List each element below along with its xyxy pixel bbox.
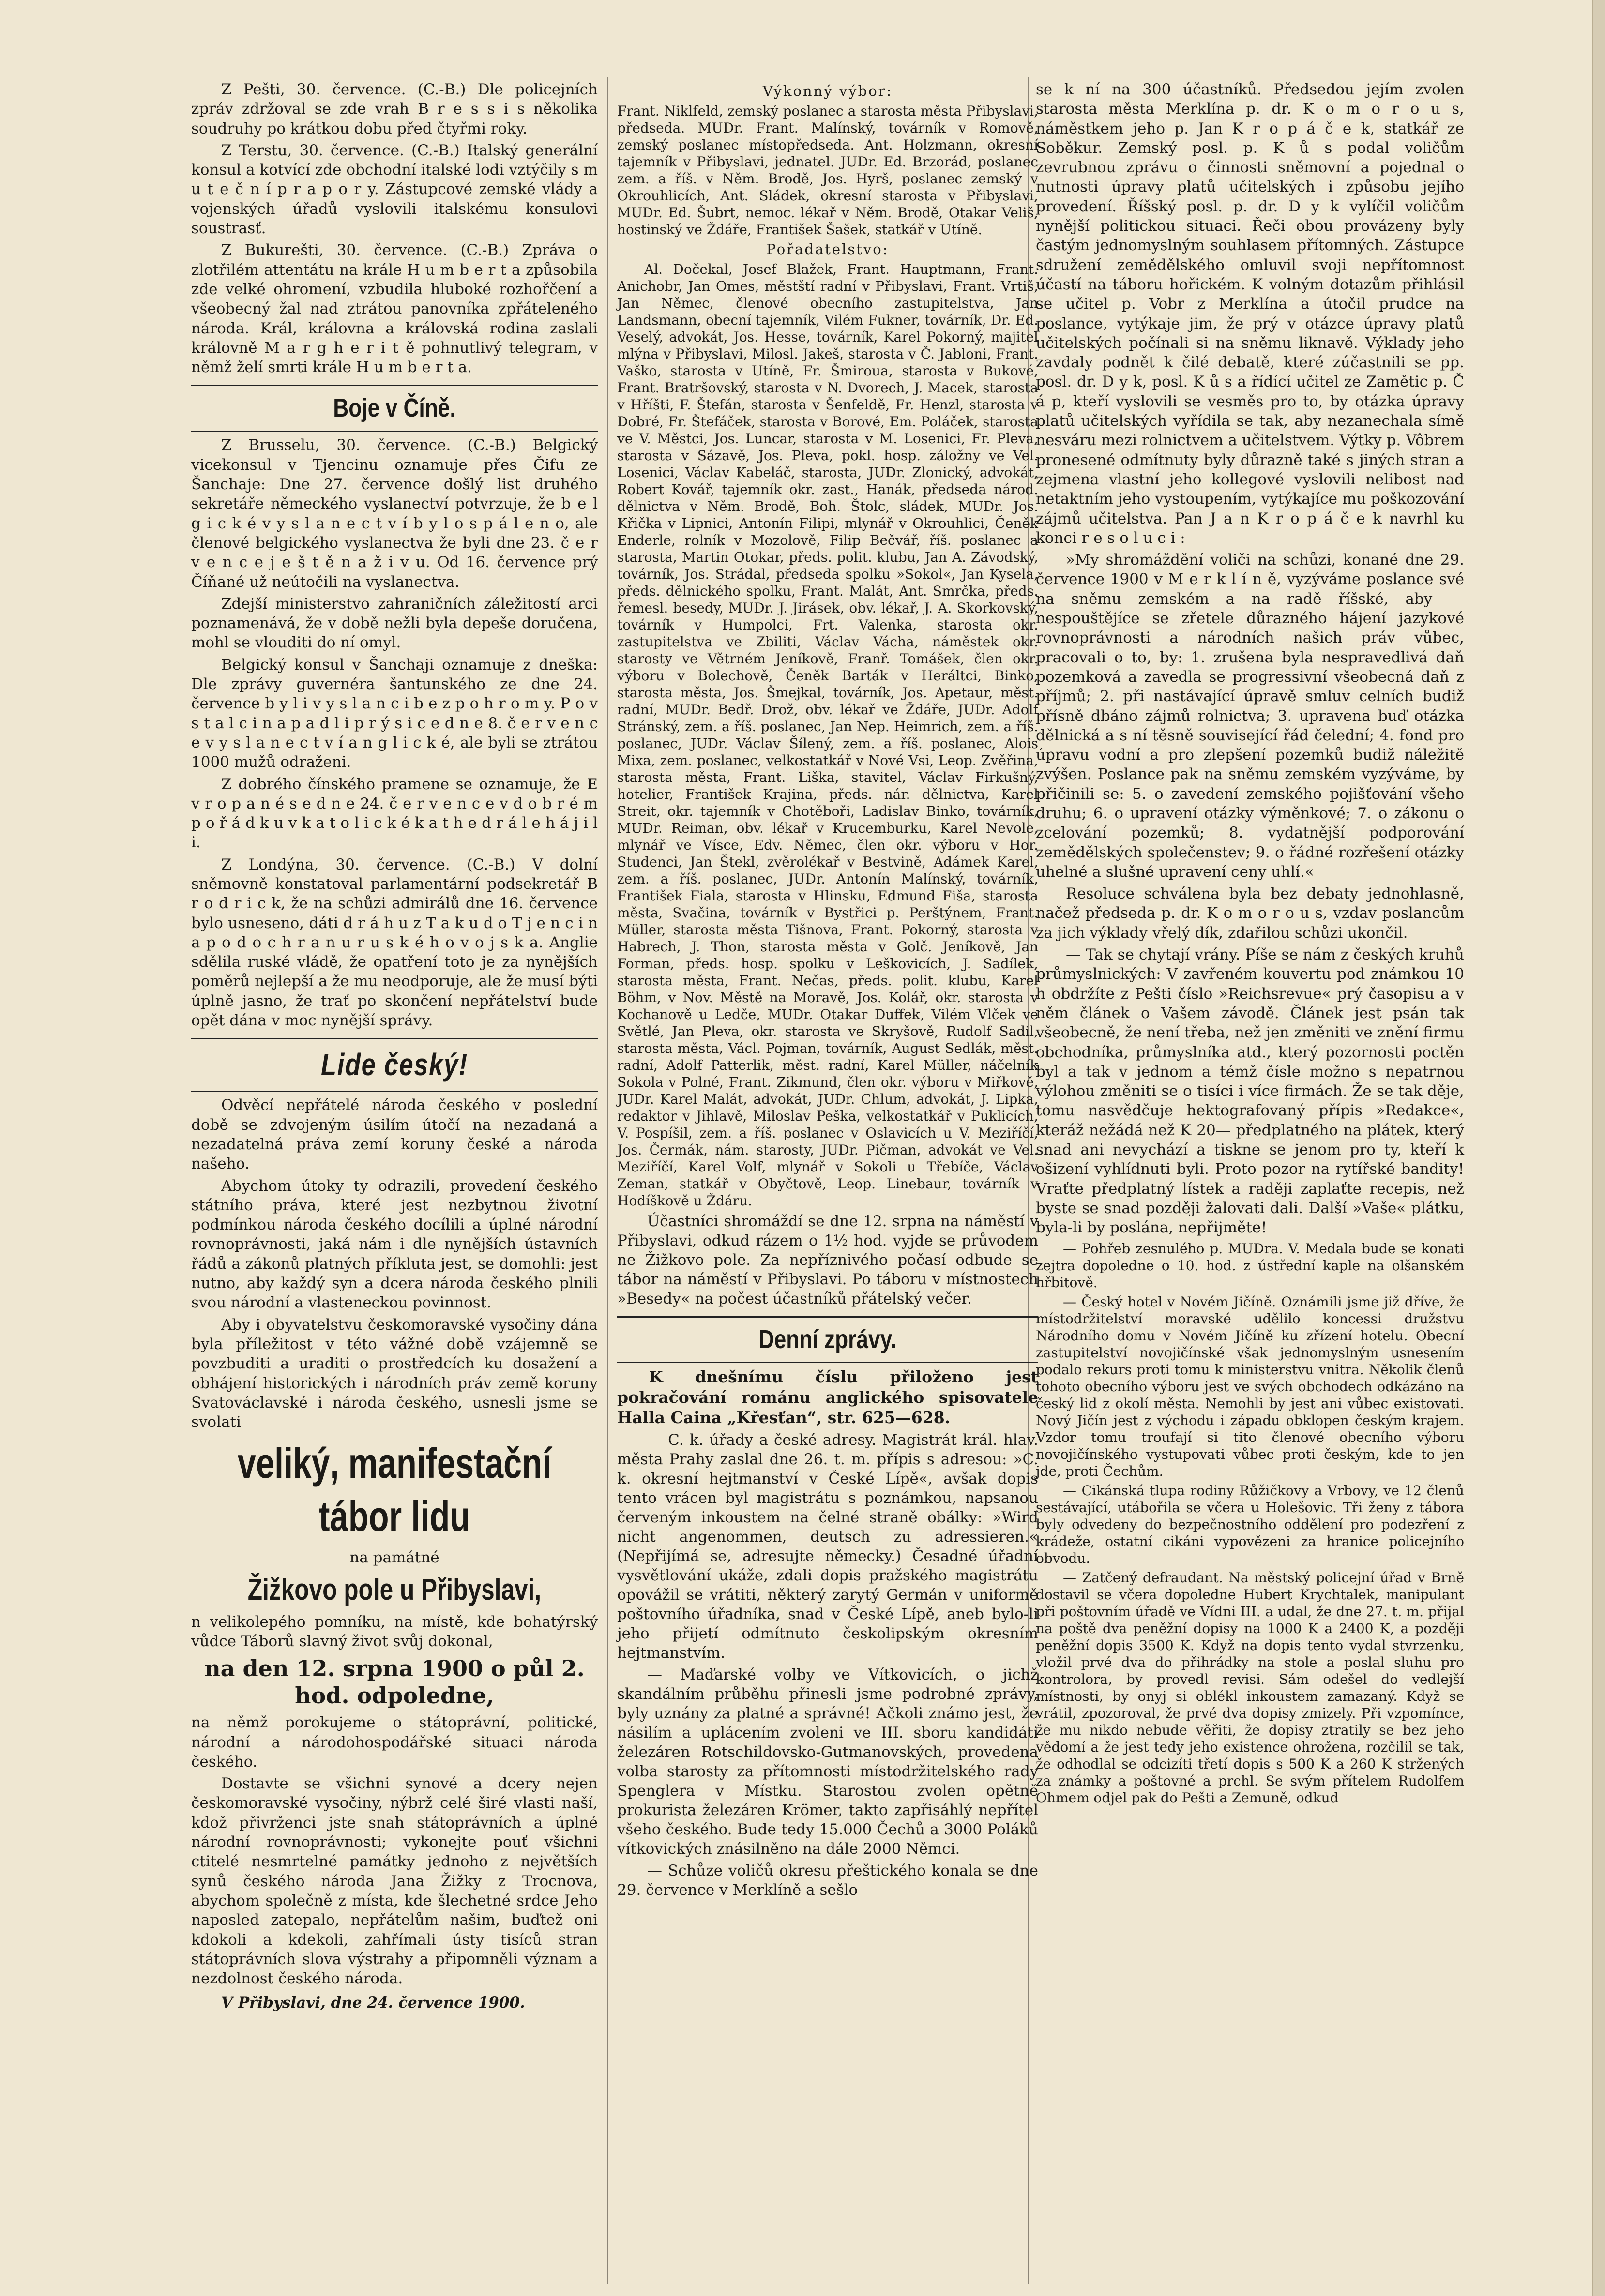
column-divider xyxy=(607,77,608,2284)
proclamation-paragraph: Aby i obyvatelstvu českomoravské vysočiny dána byla příležitost v této vážné době vzájemně se povzbuditi a uraditi o prostředcích ku dosažení a obhájení historických i národních práv země koruny Svatováclavské i národa českého, usnesli jsme se svolati xyxy=(191,1316,598,1431)
heading-denni-zpravy: Denní zprávy. xyxy=(758,1325,897,1354)
news-item: — Tak se chytají vrány. Píše se nám z českých kruhů průmyslnických: V zavřeném kouvertu pod známkou 10 h obdržíte z Pešti číslo »Reichsrevue« prý časopisu a v něm článek o Vašem závodě. Článek jest psán tak všeobecně, že není třeba, než jen změniti ve znění firmu obchodníka, průmyslníka atd., který pozornosti poctěn byl a tak v jednom a témž čísle možno s nepatrnou výlohou změniti se o tisíci i více firmách. Že se tak děje, tomu nasvědčuje hektografovaný přípis »Redakce«, kteráž nežádá než K 20— předplatného na plátek, který snad ani nevychází a tiskne se jenom pro ty, kteří k ošizení vyhlídnuti byli. Proto pozor na rytířské bandity! Vraťte předplatný lístek a raději zaplaťte recepis, než byste se snad později žalovati dali. Další »Vaše« plátku, byla-li by poslána, nepřijměte! xyxy=(1036,946,1464,1237)
heading-lide-cesky: Lide český! xyxy=(321,1047,468,1082)
news-item: — Zatčený defraudant. Na městský policejní úřad v Brně dostavil se včera dopoledne Hubert Krychtalek, manipulant při poštovním úřadě ve Vídni III. a udal, že dne 27. t. m. přijal na poště dva peněžní dopisy na 1000 K a 2400 K, a později peněžní dopis 3500 K. Když na dopis tento vydal stvrzenku, vložil prvé dva do přihrádky na stole a poslal sluhu pro kontrolora, by provedl revisi. Sám odešel do vedlejší místnosti, by onyj si oblékl inkoustem zamazaný. Když se vrátil, zpozoroval, že prvé dva dopisy zmizely. Při vzpomínce, že mu nikdo nebude věřiti, že dopisy ztratily se bez jeho vědomí a že jest tedy jeho existence ohrožena, rozčilil se tak, že odhodlal se odcizíti třetí dopis s 500 K a 260 K stržených za známky a poštovné a prchl. Se svým přítelem Rudolfem Ohmem odjel pak do Pešti a Zemuně, odkud xyxy=(1036,1569,1464,1806)
article-terst: Z Terstu, 30. července. (C.-B.) Italský generální konsul a kotvící zde obchodní italské lodi vztýčily s m u t e č n í p r a p o r y. Zástupcové zemské vlády a vojenských úřadů vyslovili italskému konsulovi soustrasť. xyxy=(191,141,598,238)
column-1 xyxy=(191,80,598,2015)
organizers-list: Al. Dočekal, Josef Blažek, Frant. Hauptmann, Frant. Anichobr, Jan Omes, městští radní v Přibyslavi, Frant. Vrtiš, Jan Němec, členové obecního zastupitelstva, Jan Landsmann, obecní tajemník, Vilém Fukner, továrník, Dr. Ed. Veselý, advokát, Jos. Hesse, továrník, Karel Pokorný, majitel mlýna v Přibyslavi, Milosl. Jakeš, starosta v Č. Jabloni, Frant. Vaško, starosta v Utíně, Fr. Šmiroua, starosta v Bukové, Frant. Bratršovský, starosta v N. Dvorech, J. Macek, starosta v Hříšti, F. Štefán, starosta v Šenfeldě, Fr. Henzl, starosta v Dobré, Fr. Štefáček, starosta v Borové, Em. Poláček, starosta ve V. Městci, Jos. Luncar, starosta v M. Losenici, Fr. Pleva, starosta v Sázavě, Jos. Pleva, pokl. hosp. záložny ve Vel. Losenici, Václav Kabeláč, starosta, JUDr. Zlonický, advokát, Robert Kovář, tajemník okr. zast., Hanák, předseda národ. dělnictva v Něm. Brodě, Boh. Štolc, sládek, MUDr. Jos. Křička v Lipnici, Antonín Filipi, mlynář v Okrouhlici, Čeněk Enderle, rolník v Mozolově, Filip Bečvář, říš. poslanec a starosta, Martin Otokar, předs. polit. klubu, Jan A. Závodský, továrník, Jos. Strádal, předseda spolku »Sokol«, Jan Kysela, předs. dělnického spolku, Frant. Malát, Ant. Smrčka, předs. řemesl. besedy, MUDr. J. Jirásek, obv. lékař, J. A. Skorkovský, továrník v Humpolci, Frt. Valenka, starosta okr. zastupitelstva ve Zbiliti, Václav Vácha, náměstek okr. starosty ve Větrném Jeníkově, Franř. Tomášek, člen okr. výboru v Bolechově, Čeněk Barták v Heráltci, Binko, starosta města, Jos. Šmejkal, továrník, Jos. Apetaur, měst. radní, MUDr. Bedř. Drož, obv. lékař ve Ždáře, JUDr. Adolf Stránský, zem. a říš. poslanec, Jan Nep. Heimrich, zem. a říš. poslanec, JUDr. Václav Šílený, zem. a říš. poslanec, Alois Mixa, zem. poslanec, velkostatkář v Nové Vsi, Leop. Zvěřina, starosta města, Frant. Liška, stavitel, Václav Firkušný, hotelier, František Krajina, předs. nár. dělnictva, Karel Streit, okr. tajemník v Chotěboři, Ladislav Binko, továrník, MUDr. Reiman, obv. lékař v Krucemburku, Karel Nevole, mlynář ve Vísce, Edv. Němec, člen okr. výboru v Hor. Studenci, Jan Štekl, zvěrolékař v Bestvině, Adámek Karel, zem. a říš. poslanec, JUDr. Antonín Malínský, továrník, František Fiala, starosta v Hlinsku, Edmund Fiša, starosta města, Svačina, továrník v Bystřici p. Perštýnem, Frant. Müller, starosta města Tišnova, Frant. Pokorný, starosta v Habrech, J. Thon, starosta města v Golč. Jeníkově, Jan Forman, předs. hosp. spolku v Leškovicích, J. Sadílek, starosta města, Frant. Nečas, předs. polit. klubu, Karel Böhm, v Nov. Městě na Moravě, Jos. Kolář, okr. starosta v Kochanově u Ledče, MUDr. Otakar Duffek, Vilém Vlček ve Světlé, Jan Pleva, okr. starosta ve Skryšově, Rudolf Sadil, starosta města, Václ. Pojman, továrník, August Sedlák, měst. radní, Adolf Patterlik, měst. radní, Karel Müller, náčelník Sokola v Polné, Frant. Zikmund, člen okr. výboru v Miřkově, JUDr. Karel Malát, advokát, JUDr. Chlum, advokát, J. Lipka, redaktor v Jihlavě, Miloslav Peška, velkostatkář v Puklicích, V. Pospíšil, zem. a říš. poslanec v Oslavicích u V. Meziříčí, Jos. Čermák, nám. starosty, JUDr. Pičman, advokát ve Vel. Meziříčí, Karel Volf, mlynář v Sokoli u Třebíče, Václav Zeman, statkář v Obyčtově, Leop. Linebaur, továrník v Hodíškově u Ždáru. xyxy=(617,261,1038,1209)
heading-vykonny-vybor: Výkonný výbor: xyxy=(762,83,893,99)
section-divider xyxy=(617,1362,1038,1363)
headline-manifestacni-tabor: veliký, manifestační tábor lidu xyxy=(237,1439,552,1541)
proclamation-paragraph: n velikolepého pomníku, na místě, kde bohatýrský vůdce Táborů slavný život svůj dokonal, xyxy=(191,1613,598,1650)
column-2 xyxy=(617,80,1038,1902)
heading-boje-v-cine: Boje v Číně. xyxy=(333,393,456,423)
headline-date: na den 12. srpna 1900 o půl 2. hod. odpoledne, xyxy=(204,1655,585,1709)
proclamation-paragraph: Odvěcí nepřátelé národa českého v poslední době se zdvojeným úsilím útočí na nezadaná a nezadatelná práva zemí koruny české a národa našeho. xyxy=(191,1096,598,1173)
headline-zizkovo-pole: Žižkovo pole u Přibyslavi, xyxy=(247,1573,542,1606)
article-cinsky-pramen: Z dobrého čínského pramene se oznamuje, že E v r o p a n é s e d n e 24. č e r v e n c e v d o b r é m p o ř á d k u v k a t o l i c k é k a t h e d r á l e h á j i l i. xyxy=(191,775,598,852)
proclamation-signature: V Přibyslavi, dne 24. července 1900. xyxy=(221,1994,525,2012)
text-na-pamatne: na památné xyxy=(349,1549,439,1567)
proclamation-paragraph: Dostavte se všichni synové a dcery nejen českomoravské vysočiny, nýbrž celé širé vlasti naší, kdož přivrženci jste snah státoprávních a úplné národní rovnoprávnosti; vykonejte pouť všichni ctitelé nesmrtelné památky jednoho z největších synů českého národa Jana Žižky z Trocnova, abychom společně z místa, kde šlechetné srdce Jeho naposled zatepalo, nepřátelům našim, buďtež oni kdokoli a kdekoli, zahřímali ústy tisíců stran státoprávních slova výstrahy a připomněli význam a nezdolnost českého národa. xyxy=(191,1775,598,1988)
section-divider xyxy=(191,1091,598,1092)
committee-list: Frant. Niklfeld, zemský poslanec a starosta města Přibyslavi, předseda. MUDr. Frant. Malínský, továrník v Romově, zemský poslanec místopředseda. Ant. Holzmann, okresní tajemník v Přibyslavi, jednatel. JUDr. Ed. Brzorád, poslanec zem. a říš. v Něm. Brodě, Jos. Hyrš, poslanec zemský v Okrouhlicích, Ant. Sládek, okresní starosta v Přibyslavi, MUDr. Ed. Šubrt, nemoc. lékař v Něm. Brodě, Otakar Veliš, hostinský ve Ždáře, František Šašek, statkář v Utíně. xyxy=(617,103,1038,238)
resolution-text: »My shromáždění voliči na schůzi, konané dne 29. července 1900 v M e r k l í n ě, vyzýváme poslance své na sněmu zemském a na radě říšské, aby — nespouštějíce se zřetele důrazného hájení jazykové rovnoprávnosti a národních našich práv vůbec, pracovali o to, by: 1. zrušena byla nespravedlivá daň pozemková a zavedla se progressivní všeobecná daň z příjmů; 2. při nastávající úpravě smluv celních budiž přísně dbáno zájmů rolnictva; 3. upravena buď otázka dělnická a s ní těsně související řád čelední; 4. fond pro úpravu vodní a pro zlepšení pozemků budiž náležitě zvýšen. Poslance pak na sněmu zemském vyzýváme, by přičinili se: 5. o zavedení zemského pojišťování všeho druhu; 6. o upravení otázky výměnkové; 7. o zákonu o zcelování pozemků; 8. vydatnější podporování zemědělských společenstev; 9. o řádné rozřešení otázky uhelné a slušné upravení ceny uhlí.« xyxy=(1036,551,1464,881)
proclamation-paragraph: na němž porokujeme o státoprávní, politické, národní a národohospodářské situaci národa českého. xyxy=(191,1714,598,1771)
news-item: — C. k. úřady a české adresy. Magistrát král. hlav. města Prahy zaslal dne 26. t. m. přípis s adresou: »C. k. okresní hejtmanství v České Lípě«, avšak dopis tento vrácen byl magistrátu s poznámkou, napsanou červeným inkoustem na čelné straně obálky: »Wird nicht angenommen, deutsch zu adressieren.« (Nepřijímá se, adresujte německy.) Česadné úřadní vysvětlování ukáže, zdali dopis pražského magistrátu opovážil se vrátiti, některý zarytý Germán v uniformě poštovního úřadníka, snad v České Lípě, aneb bylo-li jeho přijetí odmítnuto českolipským okresním hejtmanstvím. xyxy=(617,1431,1038,1662)
article-bukurest: Z Bukurešti, 30. července. (C.-B.) Zpráva o zlotřilém attentátu na krále H u m b e r t a způsobila zde velké ohromení, vzbudila hluboké rozhořčení a všeobecný žal nad ztrátou panovníka zpřáteleného národa. Král, královna a královská rodina zaslali královně M a r g h e r i t ě pohnutlivý telegram, v němž želí smrti krále H u m b e r t a. xyxy=(191,241,598,376)
news-item: — Schůze voličů okresu přeštického konala se dne 29. července v Merklíně a sešlo xyxy=(617,1862,1038,1899)
news-item: — Cikánská tlupa rodiny Růžičkovy a Vrbovy, ve 12 členů sestávající, utábořila se včera u Holešovic. Tři ženy z tábora byly odvedeny do bezpečnostního oddělení pro podezření z krádeže, ostatní cikáni vypovězeni za hranice policejního obvodu. xyxy=(1036,1482,1464,1566)
news-item: se k ní na 300 účastníků. Předsedou jejím zvolen starosta města Merklína p. dr. K o m o r o u s, náměstkem jeho p. Jan K r o p á č e k, statkář ze Soběkur. Zemský posl. p. K ů s podal voličům zevrubnou zprávu o činnosti sněmovní a pojednal o nutnosti úpravy platů učitelských i způsobu jejího provedení. Říšský posl. p. dr. D y k vylíčil voličům nynější politickou situaci. Řeči obou provázeny byly častým jednomyslným souhlasem přítomných. Zástupce sdružení zemědělského omluvil svoji nepřítomnost účastí na táboru hořickém. K volným dotazům přihlásil se učitel p. Vobr z Merklína a útočil prudce na poslance, vytýkaje jim, že prý v otázce úpravy platů učitelských počínali si na sněmu liknavě. Výklady jeho zavdaly podnět k čilé debatě, které zúčastnili se pp. posl. dr. D y k, posl. K ů s a řídící učitel ze Zamětic p. Č á p, kteří vyslovili se vesměs pro to, by otázka úpravy platů učitelských vyřídila se tak, aby nezanechala símě nesváru mezi rolnictvem a učitelstvem. Výtky p. Vôbrem pronesené odmítnuty byly důrazně také s jiných stran a zejmena vlastní jeho kollegové vyslovili nelibost nad netaktním jeho vystoupením, vytýkajíce mu poškozování zájmů učitelstva. Pan J a n K r o p á č e k navrhl ku konci r e s o l u c i : xyxy=(1036,81,1464,547)
column-3 xyxy=(1036,80,1464,1809)
article-londyn: Z Londýna, 30. července. (C.-B.) V dolní sněmovně konstatoval parlamentární podsekretář B r o d r i c k, že na schůzi admirálů dne 16. července bylo usneseno, dáti d r á h u z T a k u d o T j e n c i n a p o d o c h r a n u r u s k é h o v o j s k a. Anglie sdělila ruské vládě, že opatření toto je za nynějších poměrů nejlepší a že mu neodporuje, ale že musí býti úplně jasno, že trať po skončení nepřátelství bude opět dána v moc nynější správy. xyxy=(191,855,598,1030)
news-item: Resoluce schválena byla bez debaty jednohlasně, načež předseda p. dr. K o m o r o u s, vzdav poslancům za jich výklady vřelý dík, zdařilou schůzi ukončil. xyxy=(1036,885,1464,942)
assembly-info: Účastníci shromáždí se dne 12. srpna na náměstí v Přibyslavi, odkud rázem o 1½ hod. vyjde se průvodem ne Žižkovo pole. Za nepříznivého počasí odbude se tábor na náměstí v Přibyslavi. Po táboru v místnostech »Besedy« na počest účastníků přátelský večer. xyxy=(617,1213,1038,1307)
article-ministerstvo: Zdejší ministerstvo zahraničních záležitostí arci poznamenává, že v době nežli byla depeše doručena, mohl se vlouditi do ní omyl. xyxy=(191,595,598,652)
news-item: — Český hotel v Novém Jičíně. Oznámili jsme již dříve, že místodržitelství moravské udělilo koncessi družstvu Národního domu v Novém Jičíně ku zřízení hotelu. Obecní zastupitelství novojičínské však jednomyslným usnesením podalo rekurs proti tomu k ministerstvu vnitra. Několik členů tohoto obecního výboru jest ve svých obchodech odkázáno na český lid z okolí města. Nemohli by jest ani vůbec existovati. Nový Jičín jest z východu i západu obklopen českým krajem. Vzdor tomu troufají si tito členové obecního výboru novojičínského vystupovati vůbec proti českým, kde to jen jde, proti Čechům. xyxy=(1036,1293,1464,1479)
section-divider xyxy=(617,1316,1038,1318)
article-brussel: Z Brusselu, 30. července. (C.-B.) Belgický vicekonsul v Tjencinu oznamuje přes Čifu ze Šanchaje: Dne 27. července došlý list druhého sekretáře německého vyslanectví potvrzuje, že b e l g i c k é v y s l a n e c t v í b y l o s p á l e n o, ale členové belgického vyslanectva že byli dne 23. č e r v e n c e j e š t ě n a ž i v u. Od 16. července prý Číňané už neútočili na vyslanectva. xyxy=(191,436,598,591)
news-item: — Maďarské volby ve Vítkovicích, o jichž skandálním průběhu přinesli jsme podrobné zprávy, byly uznány za platné a správné! Ačkoli známo jest, že násilím a uplácením zvoleni ve III. sboru kandidáti železáren Rotschildovsko-Gutmanovských, provedena volba starosty za přítomnosti místodržitelského rady Spenglera v Místku. Starostou zvolen opětně prokurista železáren Krömer, takto zapřisáhlý nepřítel všeho českého. Bude tedy 15.000 Čechů a 3000 Poláků vítkovických znásilněno na dále 2000 Němci. xyxy=(617,1666,1038,1858)
section-divider xyxy=(191,385,598,386)
proclamation-paragraph: Abychom útoky ty odrazili, provedení českého státního práva, které jest nezbytnou životní podmínkou národa českého docílili a úplné národní rovnoprávnosti, jaká nám i dle nynějších ústavních řádů a zákonů platných příkluta jest, se domohli: jest nutno, aby každý syn a dcera národa českého plnili svou národní a vlasteneckou povinnost. xyxy=(191,1177,598,1312)
heading-poradatelstvo: Pořadatelstvo: xyxy=(766,241,889,257)
article-pest: Z Pešti, 30. července. (C.-B.) Dle policejních zpráv zdržoval se zde vrah B r e s s i s několika soudruhy po krátkou dobu před čtyřmi roky. xyxy=(191,81,598,137)
section-divider xyxy=(191,1038,598,1039)
news-item: — Pohřeb zesnulého p. MUDra. V. Medala bude se konati zejtra dopoledne o 10. hod. z ústřední kaple na olšanském hřbitově. xyxy=(1036,1240,1464,1291)
article-sanchaj: Belgický konsul v Šanchaji oznamuje z dneška: Dle zprávy guvernéra šantunského ze dne 24. července b y l i v y s l a n c i b e z p o h r o m y. P o v s t a l c i n a p a d l i p r ý s i c e d n e 8. č e r v e n c e v y s l a n e c t v í a n g l i c k é, ale byli se ztrátou 1000 mužů odraženi. xyxy=(191,656,598,771)
section-divider xyxy=(191,431,598,432)
news-item: K dnešnímu číslu přiloženo jest pokračování románu anglického spisovatele Halla Caina „Křesťan“, str. 625—628. xyxy=(617,1367,1038,1427)
page-edge xyxy=(1592,0,1605,2296)
